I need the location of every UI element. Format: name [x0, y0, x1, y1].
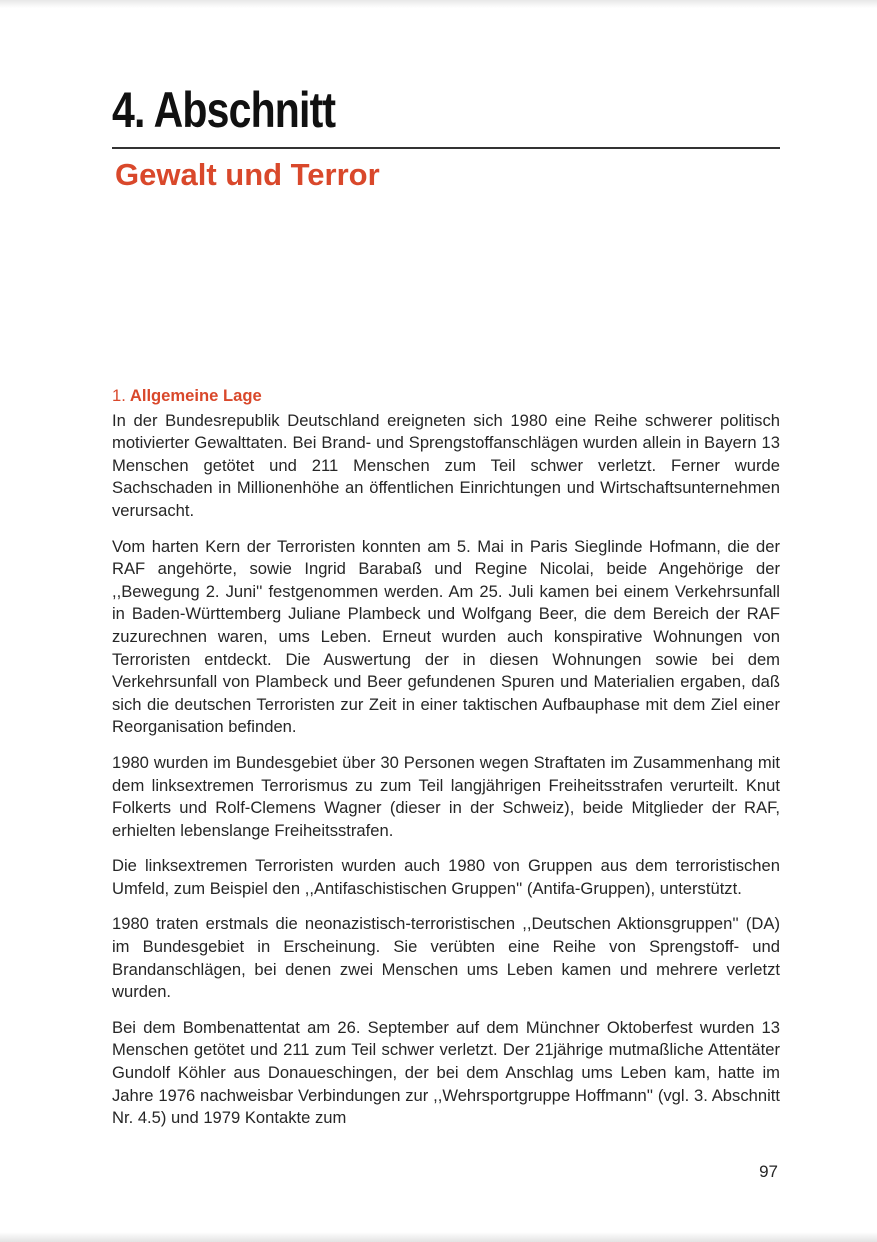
paragraph: Bei dem Bombenattentat am 26. September auf dem Münchner Oktoberfest wurden 13 Menschen getötet und 211 zum Teil schwer verletzt. Der 21jährige mutmaßliche Attentäter Gundolf Köhler aus Donaueschingen, der bei dem Anschlag ums Leben kam, hatte im Jahre 1976 nachweisbar Verbindungen zur ,,Wehrsportgruppe Hoffmann'' (vgl. 3. Abschnitt Nr. 4.5) und 1979 Kontakte zum — [112, 1017, 780, 1128]
subsection-heading — [112, 385, 780, 408]
section-subtitle: Gewalt und Terror — [115, 157, 380, 192]
subsection-number: 1. — [112, 386, 126, 405]
header-divider — [112, 147, 780, 149]
page-top-edge — [0, 0, 877, 8]
paragraph: 1980 traten erstmals die neonazistisch-terroristischen ,,Deutschen Aktionsgruppen'' (DA) im Bundesgebiet in Erscheinung. Sie verübten eine Reihe von Sprengstoff- und Brandanschlägen, bei denen zwei Menschen ums Leben kamen und mehrere verletzt wurden. — [112, 914, 780, 1002]
body-text — [112, 385, 780, 1143]
section-title: 4. Abschnitt — [112, 82, 336, 138]
paragraph: 1980 wurden im Bundesgebiet über 30 Personen wegen Straftaten im Zusammenhang mit dem linksextremen Terrorismus zu zum Teil langjährigen Freiheitsstrafen verurteilt. Knut Folkerts und Rolf-Clemens Wagner (dieser in der Schweiz), beide Mitglieder der RAF, erhielten lebenslange Freiheitsstrafen. — [112, 752, 780, 840]
page-number: 97 — [759, 1162, 778, 1181]
paragraph: Die linksextremen Terroristen wurden auch 1980 von Gruppen aus dem terroristischen Umfeld, zum Beispiel den ,,Antifaschistischen Gruppen'' (Antifa-Gruppen), unterstützt. — [112, 856, 780, 898]
paragraph: Vom harten Kern der Terroristen konnten am 5. Mai in Paris Sieglinde Hofmann, die der RAF angehörte, sowie Ingrid Barabaß und Regine Nicolai, beide Angehörige der ,,Bewegung 2. Juni'' festgenommen werden. Am 25. Juli kamen bei einem Verkehrsunfall in Baden-Württemberg Juliane Plambeck und Wolfgang Beer, die dem Bereich der RAF zuzurechnen waren, ums Leben. Erneut wurden auch konspirative Wohnungen von Terroristen entdeckt. Die Auswertung der in diesen Wohnungen sowie bei dem Verkehrsunfall von Plambeck und Beer gefundenen Spuren und Materialien ergaben, daß sich die deutschen Terroristen zur Zeit in einer taktischen Aufbauphase mit dem Ziel einer Reorganisation befinden. — [112, 536, 780, 737]
subsection-title: Allgemeine Lage — [129, 386, 262, 405]
page-bottom-edge — [0, 1232, 877, 1242]
chapter-header — [112, 76, 780, 197]
paragraph: In der Bundesrepublik Deutschland ereigneten sich 1980 eine Reihe schwerer politisch motivierter Gewalttaten. Bei Brand- und Sprengstoffanschlägen wurden allein in Bayern 13 Menschen getötet und 211 Menschen zum Teil schwer verletzt. Ferner wurde Sachschaden in Millionenhöhe an öffentlichen Einrichtungen und Wirtschaftsunternehmen verursacht. — [112, 410, 780, 520]
